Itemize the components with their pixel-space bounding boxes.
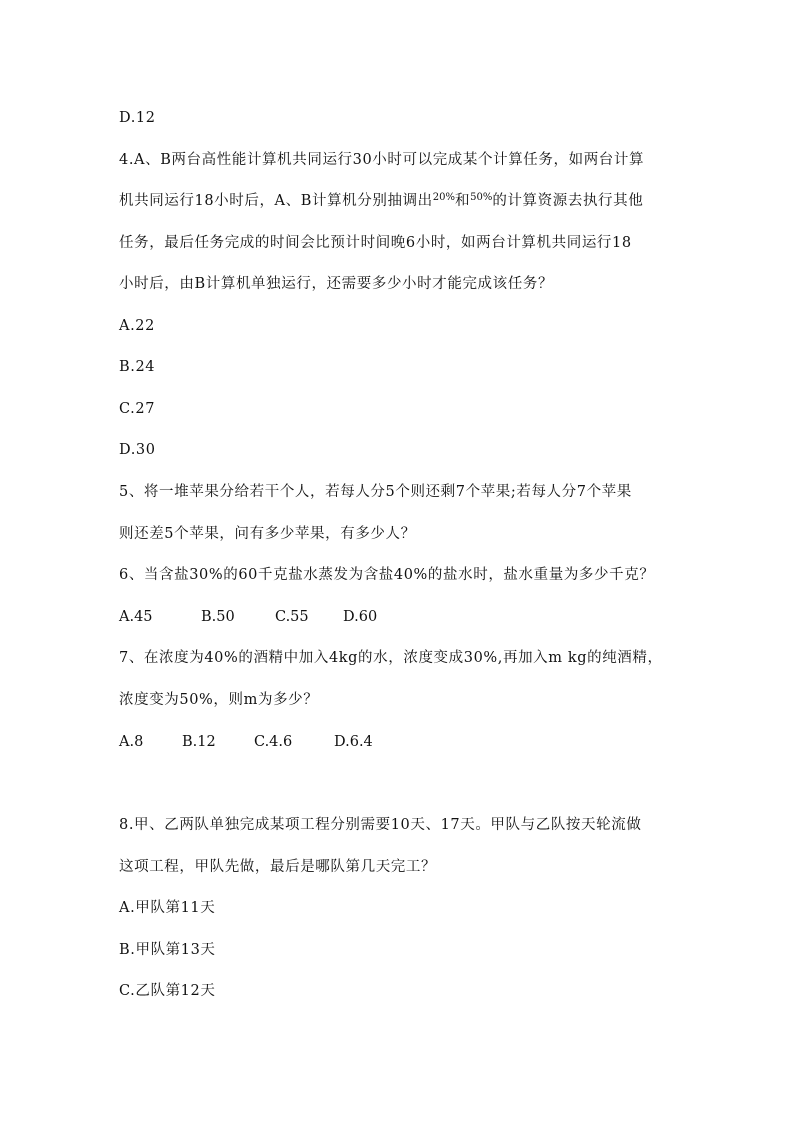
- question-6-choices: [119, 607, 377, 627]
- question-4-line-3: 任务，最后任务完成的时间会比预计时间晚6小时，如两台计算机共同运行18: [119, 235, 632, 251]
- question-4-line-2: [119, 191, 643, 213]
- question-7-choices: [119, 732, 373, 752]
- question-6-option-b: B.50: [201, 609, 235, 625]
- question-7-line-1: 7、在浓度为40%的酒精中加入4kg的水，浓度变成30%,再加入m kg的纯酒精，: [119, 650, 663, 666]
- percent-50: 50%: [470, 192, 493, 203]
- option-d-q3: D.12: [119, 110, 156, 126]
- question-8-option-a: A.甲队第11天: [119, 900, 216, 916]
- question-7-option-c: C.4.6: [254, 734, 293, 750]
- question-5-line-1: 5、将一堆苹果分给若干个人，若每人分5个则还剩7个苹果;若每人分7个苹果: [119, 484, 632, 500]
- question-4-line-4: 小时后，由B计算机单独运行，还需要多少小时才能完成该任务？: [119, 276, 554, 292]
- question-4-option-b: B.24: [119, 359, 156, 375]
- question-7-line-2: 浓度变为50%，则m为多少？: [119, 692, 319, 708]
- question-8-option-c: C.乙队第12天: [119, 983, 216, 999]
- question-4-line-2-text: 机共同运行18小时后，A、B计算机分别抽调出: [119, 193, 433, 209]
- question-4-line-1: 4.A、B两台高性能计算机共同运行30小时可以完成某个计算任务，如两台计算: [119, 152, 645, 168]
- question-8-option-b: B.甲队第13天: [119, 942, 216, 958]
- question-4-option-c: C.27: [119, 401, 156, 417]
- question-7-option-d: D.6.4: [334, 734, 373, 750]
- question-7-option-b: B.12: [182, 734, 216, 750]
- conjunction: 和: [455, 193, 471, 209]
- question-4-option-d: D.30: [119, 442, 156, 458]
- question-6-option-a: A.45: [119, 609, 153, 625]
- question-8-line-2: 这项工程，甲队先做，最后是哪队第几天完工？: [119, 859, 437, 875]
- percent-20: 20%: [432, 192, 456, 203]
- question-4-option-a: A.22: [119, 318, 155, 334]
- question-8-line-1: 8.甲、乙两队单独完成某项工程分别需要10天、17天。甲队与乙队按天轮流做: [119, 817, 642, 833]
- question-6-line-1: 6、当含盐30%的60千克盐水蒸发为含盐40%的盐水时，盐水重量为多少千克？: [119, 567, 655, 583]
- question-6-option-c: C.55: [275, 609, 309, 625]
- question-7-option-a: A.8: [119, 734, 144, 750]
- question-4-line-2-end: 的计算资源去执行其他: [492, 193, 644, 209]
- question-5-line-2: 则还差5个苹果，问有多少苹果，有多少人？: [119, 526, 416, 542]
- question-6-option-d: D.60: [343, 609, 378, 625]
